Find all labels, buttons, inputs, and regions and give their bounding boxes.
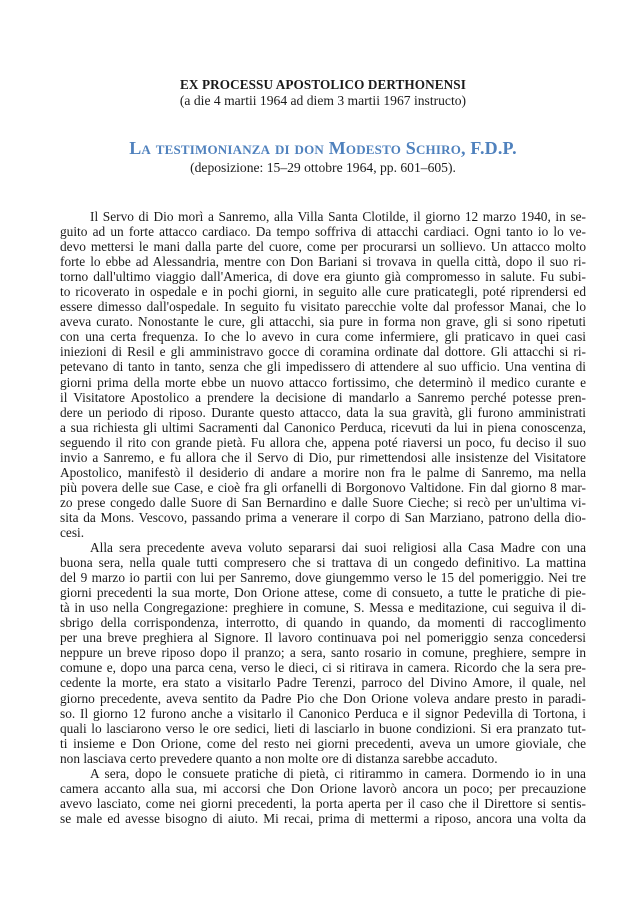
text-line: so. Il giorno 12 furono anche a visitarlo il Canonico Perduca e il signor Pedevilla di Tortona, i [60, 705, 586, 721]
text-line: cesi. [60, 524, 85, 540]
text-line: zo prese congedo dalle Suore di San Bernardino e dalle Suore Cieche; si recò per un'ultima vi- [60, 494, 586, 510]
text-line: con una certa frequenza. Io che lo avevo in cura come infermiere, gli praticavo in quei casi [60, 329, 586, 345]
document-subtitle: (deposizione: 15–29 ottobre 1964, pp. 601–605). [190, 160, 456, 175]
text-line: forte lo ebbe ad Alessandria, mentre con Don Bariani si trovava in quella città, dopo il suo ri- [60, 254, 586, 270]
text-line: ti insieme e Don Orione, come del resto nei giorni precedenti, aveva un umore gioviale, che [60, 735, 586, 751]
text-line: seguendo il rito con grande pietà. Fu allora che, appena poté riaversi un poco, fu deciso il suo [60, 434, 586, 450]
text-line: a sua richiesta gli ultimi Sacramenti dal Canonico Perduca, ricevuti da lui in piena conoscenza, [60, 419, 586, 435]
text-line: invio a Sanremo, e fu allora che il Servo di Dio, pur rimettendosi alle insistenze del Visitatore [60, 449, 586, 465]
paragraph-2 [60, 540, 586, 766]
text-line: il Visitatore Apostolico a prendere la decisione di mandarlo a Sanremo perché potesse pren- [60, 389, 586, 405]
text-line: per una breve preghiera al Signore. Il lavoro continuava poi nel pomeriggio senza concedersi [60, 630, 586, 646]
text-line: iniezioni di Resil e gli amministravo gocce di coramina ordinate dal dottore. Gli attacchi si ri- [60, 344, 586, 360]
text-line: cedente la morte, era stato a visitarlo Padre Terenzi, parroco del Divino Amore, il quale, nel [60, 675, 586, 691]
text-line: del 9 marzo io partii con lui per Sanremo, dove giungemmo verso le 15 del pomeriggio. Nei tre [60, 570, 586, 586]
text-line: giorno precedente, aveva sentito da Padre Pio che Don Orione voleva andare presto in paradi- [60, 690, 586, 706]
text-line: sbrigo della corrispondenza, interrotto, di quando in quando, da momenti di raccoglimento [60, 615, 586, 631]
document-body [60, 209, 586, 826]
text-line: non lasciava certo prevedere quanto a non molte ore di distanza sarebbe accaduto. [60, 750, 498, 766]
text-line: guito ad un forte attacco cardiaco. Da tempo soffriva di attacchi cardiaci. Ogni tanto io lo ve- [60, 224, 586, 240]
text-line: petevano di tanto in tanto, senza che gli impedissero di attendere al suo ufficio. Una ventina di [60, 359, 586, 375]
text-line: essere dimesso dall'ospedale. In seguito fu visitato parecchie volte dal professor Manai, che lo [60, 299, 586, 315]
text-line: quali lo lasciarono verso le ore sedici, lieti di lasciarlo in buone condizioni. Si era pranzato tut- [60, 720, 586, 736]
text-line: neppure un breve riposo dopo il pranzo; a sera, santo rosario in comune, preghiere, sempre in [60, 645, 586, 661]
process-dates: (a die 4 martii 1964 ad diem 3 martii 1967 instructo) [179, 93, 467, 108]
text-line: tà in uso nella Congregazione: preghiere in comune, S. Messa e meditazione, cui seguiva il di- [60, 600, 586, 616]
text-line: più povera delle sue Case, e cioè fra gli orfanelli di Borgonovo Valtidone. Fin dal giorno 8 mar- [60, 479, 586, 495]
text-line: giorni precedenti la sua morte, Don Orione attese, come di consueto, a tutte le pratiche di pie- [60, 585, 586, 601]
text-line: to ricoverato in ospedale e in pochi giorni, in seguito alle cure praticategli, poté riprendersi ed [60, 284, 586, 300]
text-line: Alla sera precedente aveva voluto separarsi dai suoi religiosi alla Casa Madre con una [90, 540, 586, 556]
text-line: comune e, dopo una parca cena, verso le dieci, ci si ritirava in camera. Ricordo che la sera pre- [60, 660, 586, 676]
document-title: La testimonianza di don Modesto Schiro, F.D.P. [129, 138, 517, 158]
text-line: A sera, dopo le consuete pratiche di pietà, ci ritirammo in camera. Dormendo io in una [90, 765, 586, 781]
text-line: Il Servo di Dio morì a Sanremo, alla Villa Santa Clotilde, il giorno 12 marzo 1940, in se- [90, 209, 586, 224]
process-heading: EX PROCESSU APOSTOLICO DERTHONENSI [180, 77, 466, 92]
text-line: camera accanto alla sua, mi accorsi che Don Orione lavorò ancora un poco; per precauzione [60, 780, 586, 796]
text-line: dere un periodo di riposo. Durante questo attacco, data la sua gravità, gli furono amministrati [60, 404, 586, 420]
paragraph-3 [60, 766, 586, 826]
text-line: Apostolico, manifestò il desiderio di andare a morire non fra le palme di Sanremo, ma nella [60, 464, 586, 480]
text-line: sita da Mons. Vescovo, passando prima a venerare il corpo di San Marziano, patrono della dio- [60, 509, 586, 525]
text-line: devo mettersi le mani dalla parte del cuore, come per procurarsi un sollievo. Un attacco molto [60, 239, 586, 255]
text-line: buona sera, nella quale tutti compresero che si trattava di un congedo definitivo. La mattina [60, 555, 586, 571]
text-line: giorni prima della morte ebbe un nuovo attacco fortissimo, che determinò il medico curante e [60, 374, 586, 390]
paragraph-1 [60, 209, 586, 540]
text-line: aveva curato. Nonostante le cure, gli attacchi, sia pure in forma non grave, gli si sono ripetuti [60, 314, 586, 330]
text-line: se male ed avesse bisogno di aiuto. Mi recai, prima di mettermi a riposo, ancora una volta da [60, 810, 586, 826]
text-line: torno dall'ultimo viaggio dall'America, di dove era giunto già compromesso in salute. Fu subi- [60, 269, 586, 285]
text-line: avevo lasciato, come nei giorni precedenti, la porta aperta per il caso che il Direttore si sentis- [60, 795, 586, 811]
